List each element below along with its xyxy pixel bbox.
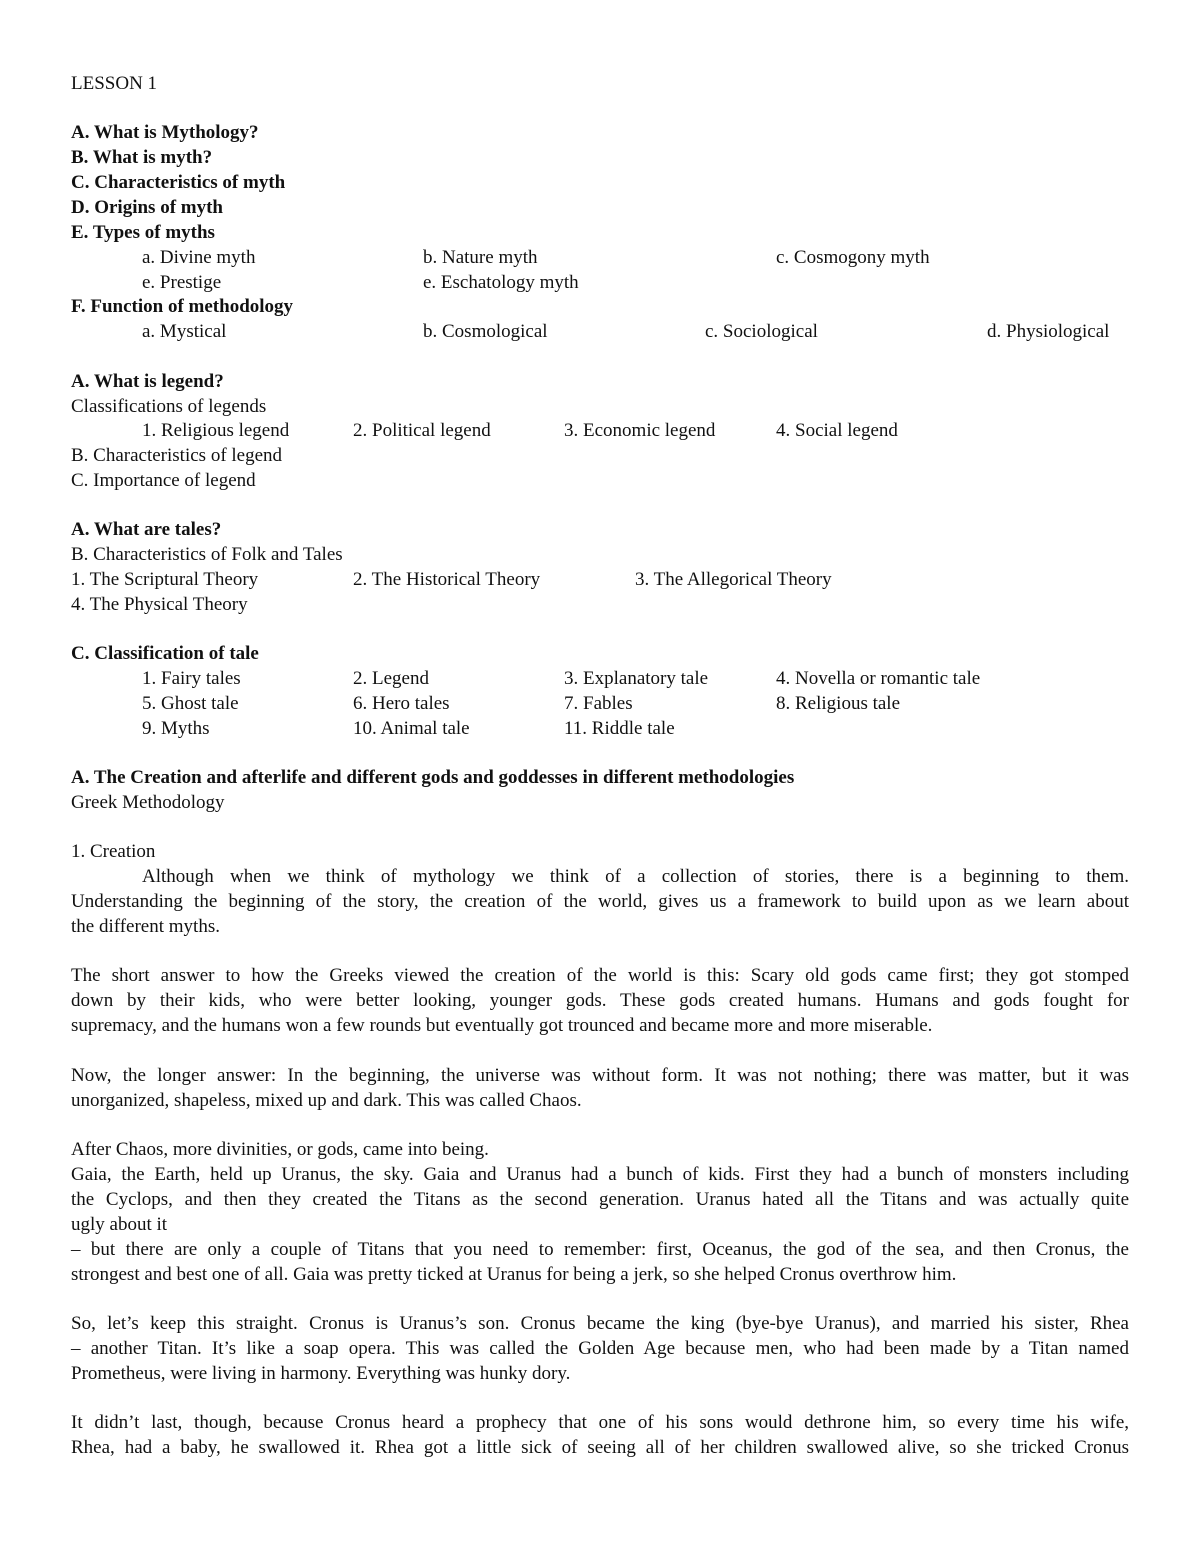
paragraph-line: It didn’t last, though, because Cronus heard a prophecy that one of his sons would dethrone him, so every time his wife, — [71, 1412, 1129, 1433]
legend-question-a: A. What is legend? — [71, 371, 224, 392]
tale-class-item: 4. Novella or romantic tale — [776, 668, 981, 689]
tale-class-item: 1. Fairy tales — [142, 668, 241, 689]
tale-class-item: 11. Riddle tale — [564, 718, 675, 739]
creation-heading: A. The Creation and afterlife and different gods and goddesses in different methodologies — [71, 767, 795, 788]
paragraph-line: ugly about it — [71, 1214, 168, 1235]
tale-class-item: 10. Animal tale — [353, 718, 470, 739]
tale-class-item: 9. Myths — [142, 718, 210, 739]
paragraph-line: unorganized, shapeless, mixed up and dark. This was called Chaos. — [71, 1090, 582, 1111]
myth-function-item: c. Sociological — [705, 321, 818, 342]
myth-type-item: a. Divine myth — [142, 247, 256, 268]
paragraph-line: After Chaos, more divinities, or gods, came into being. — [71, 1139, 489, 1160]
legend-classifications-label: Classifications of legends — [71, 396, 267, 417]
tale-class-item: 8. Religious tale — [776, 693, 901, 714]
legend-class-item: 4. Social legend — [776, 420, 898, 441]
tale-class-item: 2. Legend — [353, 668, 429, 689]
myth-function-item: a. Mystical — [142, 321, 227, 342]
paragraph-line: Prometheus, were living in harmony. Everything was hunky dory. — [71, 1363, 571, 1384]
legend-class-item: 2. Political legend — [353, 420, 491, 441]
tales-theory-item: 2. The Historical Theory — [353, 569, 541, 590]
tales-theory-item: 4. The Physical Theory — [71, 594, 248, 615]
paragraph-line: Rhea, had a baby, he swallowed it. Rhea got a little sick of seeing all of her children swallowed alive, so she tricked Cronus — [71, 1437, 1129, 1458]
lesson-title: LESSON 1 — [71, 73, 158, 94]
paragraph-line: strongest and best one of all. Gaia was pretty ticked at Uranus for being a jerk, so she helped Cronus overthrow him. — [71, 1264, 957, 1285]
myth-type-item: c. Cosmogony myth — [776, 247, 930, 268]
myth-question-c: C. Characteristics of myth — [71, 172, 286, 193]
paragraph-line: Understanding the beginning of the story, the creation of the world, gives us a framework to build upon as we learn about — [71, 891, 1129, 912]
myth-question-e: E. Types of myths — [71, 222, 215, 243]
tales-theory-item: 3. The Allegorical Theory — [635, 569, 832, 590]
myth-function-item: d. Physiological — [987, 321, 1110, 342]
paragraph-line: Gaia, the Earth, held up Uranus, the sky. Gaia and Uranus had a bunch of kids. First they had a bunch of monsters including — [71, 1164, 1129, 1185]
tales-question-b: B. Characteristics of Folk and Tales — [71, 544, 343, 565]
paragraph-line: – but there are only a couple of Titans that you need to remember: first, Oceanus, the god of the sea, and then Cronus, the — [71, 1239, 1129, 1260]
paragraph-line: Although when we think of mythology we think of a collection of stories, there is a beginning to them. — [142, 866, 1129, 887]
paragraph-line: the Cyclops, and then they created the Titans as the second generation. Uranus hated all the Titans and was actually quite — [71, 1189, 1129, 1210]
creation-section-title: 1. Creation — [71, 841, 156, 862]
tale-class-item: 7. Fables — [564, 693, 633, 714]
creation-subheading: Greek Methodology — [71, 792, 225, 813]
paragraph-line: the different myths. — [71, 916, 220, 937]
paragraph-line: So, let’s keep this straight. Cronus is Uranus’s son. Cronus became the king (bye-bye Uranus), and married his sister, Rhea — [71, 1313, 1129, 1334]
tales-question-c: C. Classification of tale — [71, 643, 259, 664]
myth-question-d: D. Origins of myth — [71, 197, 223, 218]
tale-class-item: 5. Ghost tale — [142, 693, 239, 714]
paragraph-line: – another Titan. It’s like a soap opera. This was called the Golden Age because men, who had been made by a Titan named — [71, 1338, 1129, 1359]
tales-question-a: A. What are tales? — [71, 519, 222, 540]
myth-type-item: e. Eschatology myth — [423, 272, 579, 293]
myth-type-item: b. Nature myth — [423, 247, 538, 268]
tale-class-item: 6. Hero tales — [353, 693, 450, 714]
paragraph-line: Now, the longer answer: In the beginning, the universe was without form. It was not nothing; there was matter, but it was — [71, 1065, 1129, 1086]
tale-class-item: 3. Explanatory tale — [564, 668, 709, 689]
legend-class-item: 1. Religious legend — [142, 420, 290, 441]
tales-theory-item: 1. The Scriptural Theory — [71, 569, 259, 590]
paragraph-line: supremacy, and the humans won a few rounds but eventually got trounced and became more and more miserable. — [71, 1015, 933, 1036]
paragraph-line: down by their kids, who were better looking, younger gods. These gods created humans. Humans and gods fought for — [71, 990, 1129, 1011]
legend-question-c: C. Importance of legend — [71, 470, 256, 491]
legend-class-item: 3. Economic legend — [564, 420, 716, 441]
myth-question-a: A. What is Mythology? — [71, 122, 259, 143]
myth-question-f: F. Function of methodology — [71, 296, 294, 317]
paragraph-line: The short answer to how the Greeks viewed the creation of the world is this: Scary old gods came first; they got stomped — [71, 965, 1129, 986]
myth-question-b: B. What is myth? — [71, 147, 213, 168]
myth-function-item: b. Cosmological — [423, 321, 548, 342]
legend-question-b: B. Characteristics of legend — [71, 445, 283, 466]
myth-type-item: e. Prestige — [142, 272, 222, 293]
